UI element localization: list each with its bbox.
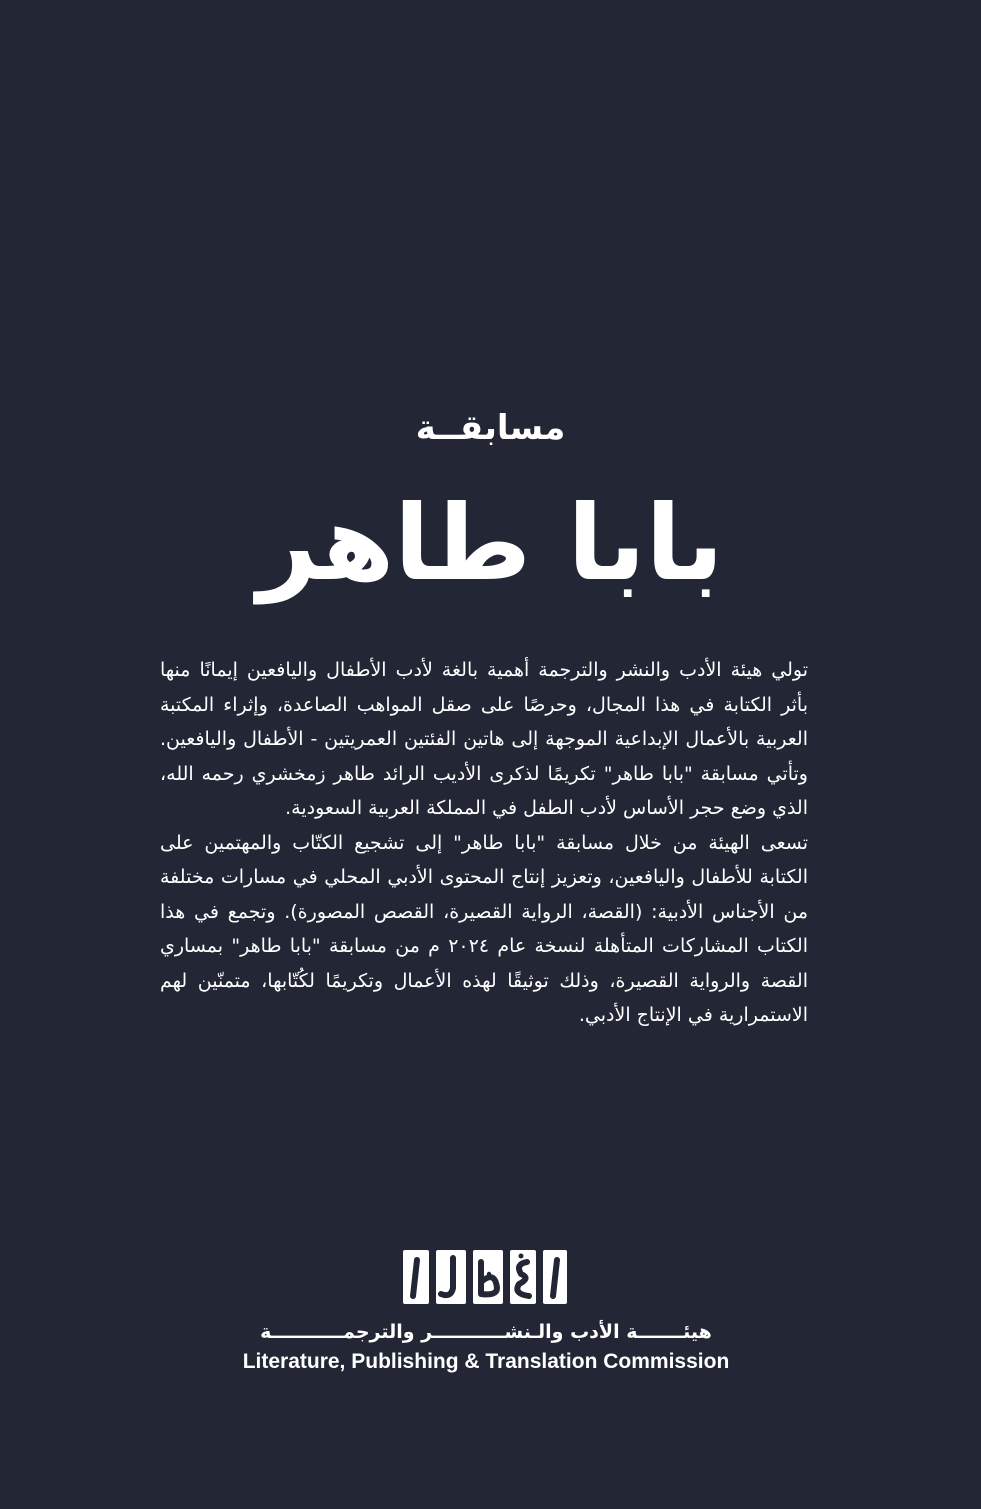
competition-title: بابا طاهر xyxy=(257,482,724,604)
commission-logo-icon xyxy=(401,1248,569,1306)
competition-label: مسابقــة xyxy=(415,408,566,448)
description-text xyxy=(160,653,808,1033)
commission-name-english: Literature, Publishing & Translation Commission xyxy=(242,1350,730,1373)
commission-name-arabic: هيئـــــــة الأدب والـنشـــــــــــر والترجمـــــــــــة xyxy=(260,1321,712,1343)
description-paragraph-2: تسعى الهيئة من خلال مسابقة "بابا طاهر" إلى تشجيع الكتّاب والمهتمين على الكتابة للأطفال واليافعين، وتعزيز إنتاج المحتوى الأدبي المحلي في مسارات مختلفة من الأجناس الأدبية: (القصة، الرواية القصيرة، القصص المصورة). وتجمع في هذا الكتاب المشاركات المتأهلة لنسخة عام ٢٠٢٤ م من مسابقة "بابا طاهر" بمساري القصة والرواية القصيرة، وذلك توثيقًا لهذه الأعمال وتكريمًا لكُتّابها، متمنّين لهم الاستمرارية في الإنتاج الأدبي. xyxy=(160,831,809,1026)
description-paragraph-1: تولي هيئة الأدب والنشر والترجمة أهمية بالغة لأدب الأطفال واليافعين إيمانًا منها بأثر الكتابة في هذا المجال، وحرصًا على صقل المواهب الصاعدة، وإثراء المكتبة العربية بالأعمال الإبداعية الموجهة إلى هاتين الفئتين العمريتين - الأطفال واليافعين. وتأتي مسابقة "بابا طاهر" تكريمًا لذكرى الأديب الرائد طاهر زمخشري رحمه الله، الذي وضع حجر الأساس لأدب الطفل في المملكة العربية السعودية. xyxy=(160,659,808,819)
